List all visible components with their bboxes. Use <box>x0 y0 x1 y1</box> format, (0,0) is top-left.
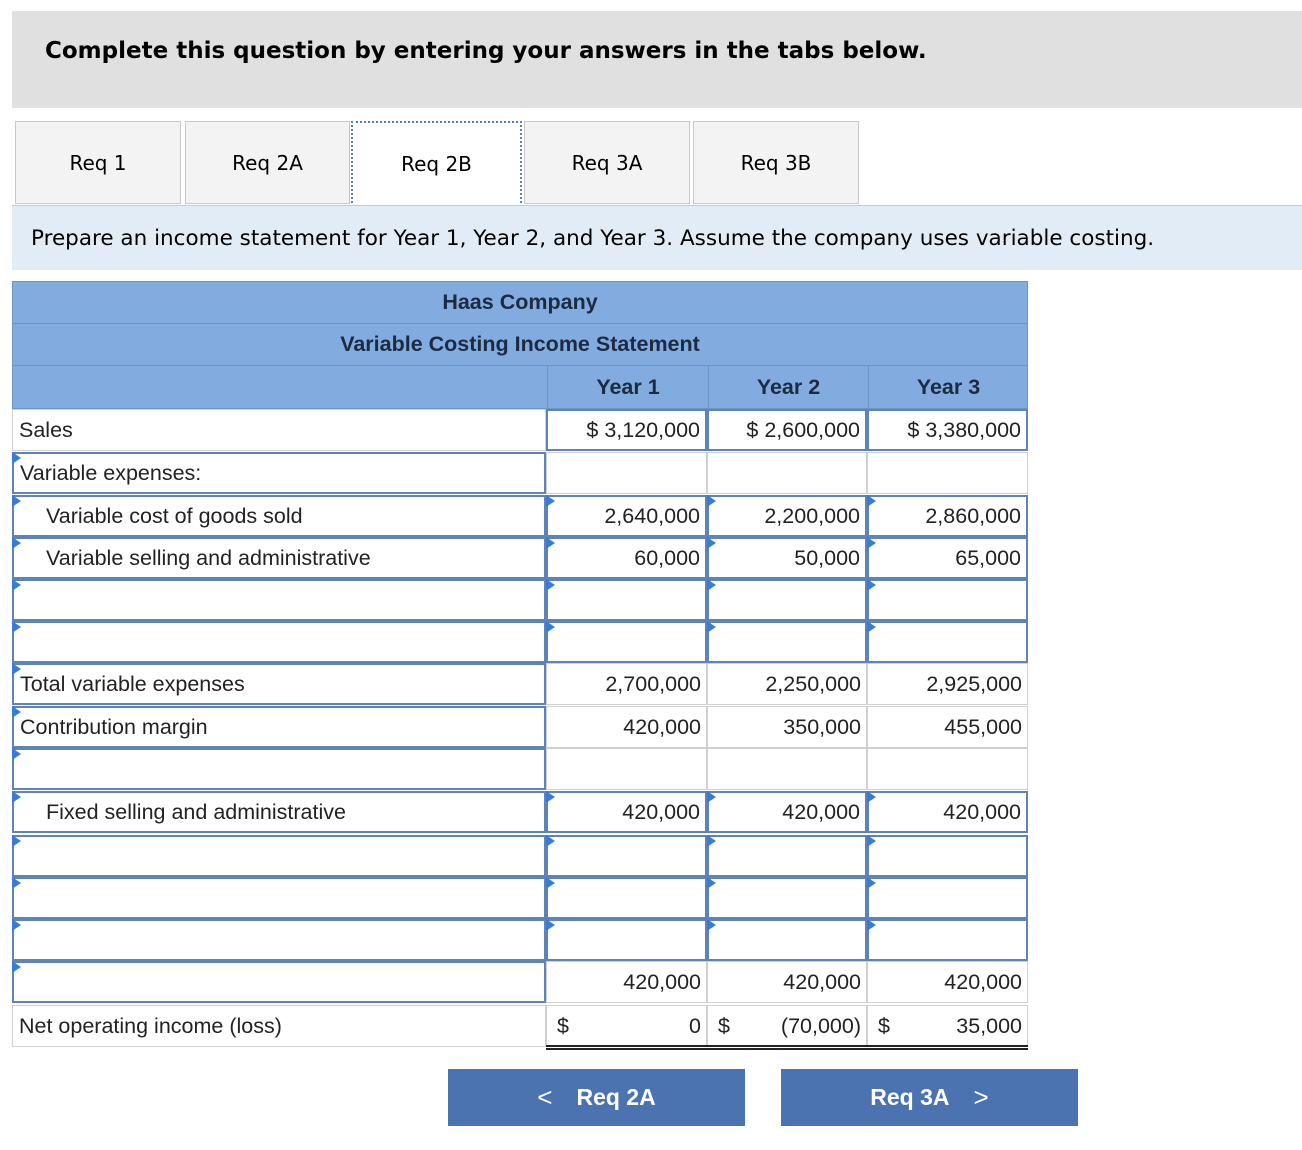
year-1-amount-input[interactable] <box>546 579 707 621</box>
year-3-amount-cell: 455,000 <box>867 706 1028 748</box>
net-income-year-2 <box>707 1005 867 1047</box>
chevron-right-icon: > <box>973 1082 989 1112</box>
dropdown-marker-icon <box>12 961 21 973</box>
statement-row <box>12 537 1028 579</box>
net-income-value: (70,000) <box>780 1013 861 1038</box>
row-label: Sales <box>12 409 546 451</box>
dropdown-marker-icon <box>12 919 21 931</box>
input-marker-icon <box>867 537 876 549</box>
year-2-amount-cell: 420,000 <box>707 961 867 1003</box>
year-1-amount-input[interactable] <box>546 621 707 663</box>
instructions-banner <box>12 11 1302 108</box>
year-1-amount-cell: 420,000 <box>546 961 707 1003</box>
income-statement <box>12 281 1028 1051</box>
dropdown-marker-icon <box>12 663 21 675</box>
year-2-amount-cell <box>707 452 867 494</box>
input-marker-icon <box>546 621 555 633</box>
year-3-amount-input[interactable] <box>867 579 1028 621</box>
statement-row <box>12 495 1028 537</box>
statement-row <box>12 706 1028 748</box>
dropdown-marker-icon <box>12 621 21 633</box>
net-income-year-1 <box>546 1005 707 1047</box>
statement-row <box>12 579 1028 621</box>
input-marker-icon <box>546 835 555 847</box>
year-1-amount-cell: 2,700,000 <box>546 663 707 705</box>
statement-row <box>12 835 1028 877</box>
statement-row <box>12 409 1028 451</box>
row-label-select[interactable]: Total variable expenses <box>12 663 546 705</box>
input-marker-icon <box>707 877 716 889</box>
year-3-amount-cell: 420,000 <box>867 961 1028 1003</box>
year-2-amount-input[interactable]: 420,000 <box>707 791 867 833</box>
year-1-amount-input[interactable] <box>546 919 707 961</box>
statement-row <box>12 877 1028 919</box>
tab-req-2b[interactable]: Req 2B <box>351 121 522 207</box>
year-3-amount-cell <box>867 748 1028 790</box>
row-label-select[interactable]: Variable expenses: <box>12 452 546 494</box>
year-1-amount-cell: 420,000 <box>546 706 707 748</box>
input-marker-icon <box>546 495 555 507</box>
tab-req-3b[interactable]: Req 3B <box>693 121 859 204</box>
year-2-amount-input[interactable]: 50,000 <box>707 537 867 579</box>
dropdown-marker-icon <box>12 835 21 847</box>
year-1-amount-cell <box>546 748 707 790</box>
chevron-left-icon: < <box>537 1082 553 1112</box>
dropdown-marker-icon <box>12 791 21 803</box>
year-2-amount-cell <box>707 748 867 790</box>
row-label-select[interactable] <box>12 621 546 663</box>
net-income-value: 0 <box>689 1013 701 1038</box>
dropdown-marker-icon <box>12 706 21 718</box>
year-1-amount-input[interactable]: 2,640,000 <box>546 495 707 537</box>
input-marker-icon <box>867 579 876 591</box>
year-header-row <box>12 365 1028 409</box>
dropdown-marker-icon <box>12 579 21 591</box>
input-marker-icon <box>707 919 716 931</box>
year-1-amount-input[interactable] <box>546 835 707 877</box>
year-3-amount-input[interactable]: 65,000 <box>867 537 1028 579</box>
row-label-select[interactable]: Variable cost of goods sold <box>12 495 546 537</box>
input-marker-icon <box>546 579 555 591</box>
row-label-select[interactable]: Contribution margin <box>12 706 546 748</box>
input-marker-icon <box>867 835 876 847</box>
next-button-label: Req 3A <box>870 1084 950 1110</box>
year-3-amount-cell: 2,925,000 <box>867 663 1028 705</box>
row-label-select[interactable]: Variable selling and administrative <box>12 537 546 579</box>
row-label-select[interactable] <box>12 877 546 919</box>
input-marker-icon <box>707 537 716 549</box>
year-3-amount-input[interactable]: 2,860,000 <box>867 495 1028 537</box>
year-3-amount-input[interactable] <box>867 877 1028 919</box>
year-1-amount-input[interactable]: 420,000 <box>546 791 707 833</box>
currency-symbol: $ <box>878 1013 890 1038</box>
net-operating-income-row <box>12 1005 1028 1047</box>
statement-row <box>12 919 1028 961</box>
row-label-select[interactable] <box>12 748 546 790</box>
input-marker-icon <box>707 791 716 803</box>
input-marker-icon <box>546 877 555 889</box>
net-income-year-3 <box>867 1005 1028 1047</box>
dropdown-marker-icon <box>12 537 21 549</box>
year-3-amount-cell <box>867 452 1028 494</box>
input-marker-icon <box>546 791 555 803</box>
row-label-select[interactable] <box>12 579 546 621</box>
year-2-amount-cell: 2,250,000 <box>707 663 867 705</box>
row-label-select[interactable]: Fixed selling and administrative <box>12 791 546 833</box>
statement-row <box>12 791 1028 833</box>
prev-button-label: Req 2A <box>576 1084 656 1110</box>
year-3-amount-input[interactable] <box>867 621 1028 663</box>
year-2-amount-input[interactable] <box>707 877 867 919</box>
input-marker-icon <box>707 621 716 633</box>
currency-symbol: $ <box>718 1013 730 1038</box>
currency-symbol: $ <box>557 1013 569 1038</box>
instruction-text: Prepare an income statement for Year 1, Year 2, and Year 3. Assume the company uses variable costing. <box>31 226 1155 251</box>
row-label-select[interactable] <box>12 835 546 877</box>
tab-req-1[interactable]: Req 1 <box>15 121 181 204</box>
year-3-amount-input[interactable] <box>867 835 1028 877</box>
statement-row <box>12 961 1028 1003</box>
year-3-header: Year 3 <box>868 366 1028 408</box>
year-1-amount-input[interactable] <box>546 877 707 919</box>
input-marker-icon <box>867 877 876 889</box>
input-marker-icon <box>546 537 555 549</box>
instruction-panel <box>12 205 1302 270</box>
year-2-amount-input[interactable]: $ 2,600,000 <box>707 409 867 451</box>
year-2-header: Year 2 <box>708 366 868 408</box>
year-2-amount-cell: 350,000 <box>707 706 867 748</box>
input-marker-icon <box>707 495 716 507</box>
double-underline <box>546 1045 1028 1050</box>
row-label-select[interactable] <box>12 919 546 961</box>
year-2-amount-input[interactable]: 2,200,000 <box>707 495 867 537</box>
tab-req-3a[interactable]: Req 3A <box>524 121 690 204</box>
statement-row <box>12 663 1028 705</box>
tab-req-2a[interactable]: Req 2A <box>185 121 350 204</box>
year-2-amount-input[interactable] <box>707 835 867 877</box>
statement-row <box>12 621 1028 663</box>
input-marker-icon <box>867 621 876 633</box>
year-2-amount-input[interactable] <box>707 579 867 621</box>
prev-req-2a-button[interactable] <box>448 1069 745 1126</box>
year-2-amount-input[interactable] <box>707 919 867 961</box>
statement-title: Variable Costing Income Statement <box>12 323 1028 366</box>
next-req-3a-button[interactable] <box>781 1069 1078 1126</box>
year-1-amount-cell <box>546 452 707 494</box>
input-marker-icon <box>707 579 716 591</box>
dropdown-marker-icon <box>12 452 21 464</box>
year-3-amount-input[interactable]: $ 3,380,000 <box>867 409 1028 451</box>
input-marker-icon <box>867 791 876 803</box>
year-1-amount-input[interactable]: 60,000 <box>546 537 707 579</box>
dropdown-marker-icon <box>12 877 21 889</box>
company-name: Haas Company <box>12 281 1028 324</box>
input-marker-icon <box>867 919 876 931</box>
row-label-select[interactable] <box>12 961 546 1003</box>
year-1-amount-input[interactable]: $ 3,120,000 <box>546 409 707 451</box>
banner-text: Complete this question by entering your answers in the tabs below. <box>45 38 927 64</box>
input-marker-icon <box>707 835 716 847</box>
statement-row <box>12 452 1028 494</box>
year-3-amount-input[interactable]: 420,000 <box>867 791 1028 833</box>
dropdown-marker-icon <box>12 748 21 760</box>
year-1-header: Year 1 <box>547 366 708 408</box>
net-income-value: 35,000 <box>956 1013 1022 1038</box>
dropdown-marker-icon <box>12 495 21 507</box>
input-marker-icon <box>546 919 555 931</box>
input-marker-icon <box>867 495 876 507</box>
statement-row <box>12 748 1028 790</box>
year-3-amount-input[interactable] <box>867 919 1028 961</box>
net-operating-income-label: Net operating income (loss) <box>12 1005 546 1047</box>
year-2-amount-input[interactable] <box>707 621 867 663</box>
